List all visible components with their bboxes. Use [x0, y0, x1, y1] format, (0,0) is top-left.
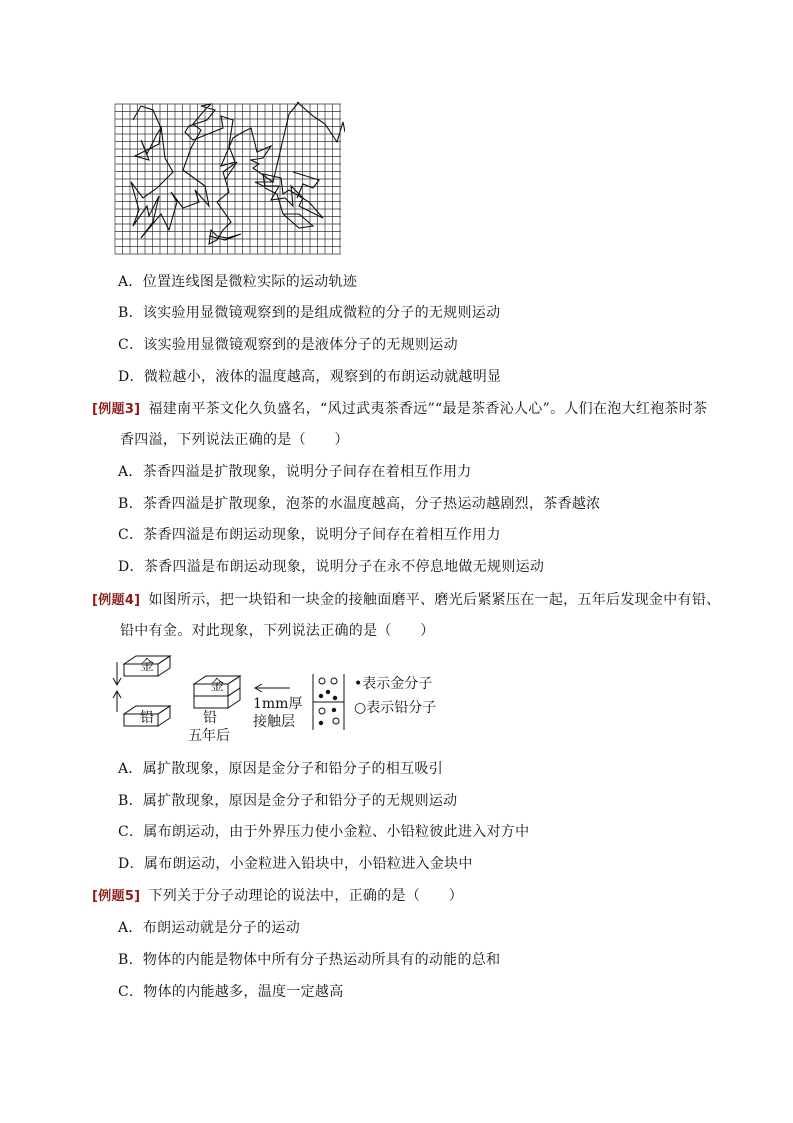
q3-tag: [例题3]: [92, 402, 141, 417]
brownian-motion-figure: [113, 102, 345, 258]
q4-stem-line1: [92, 591, 720, 610]
q4-tag: [例题4]: [92, 593, 141, 608]
legend-gold-molecule: •表示金分子: [354, 676, 433, 692]
q2-option-c: C．该实验用显微镜观察到的是液体分子的无规则运动: [118, 337, 458, 353]
thickness-label: 1mm厚: [253, 696, 303, 712]
gold-block-label: 金: [140, 658, 154, 674]
legend-lead-molecule: ○表示铅分子: [354, 700, 437, 716]
q2-option-b: B．该实验用显微镜观察到的是组成微粒的分子的无规则运动: [118, 305, 501, 321]
q5-stem-text1: 下列关于分子动理论的说法中，正确的是（ ）: [148, 888, 464, 904]
q5-option-a: A．布朗运动就是分子的运动: [118, 920, 301, 936]
contact-layer-label: 接触层: [253, 714, 295, 730]
q5-option-b: B．物体的内能是物体中所有分子热运动所具有的动能的总和: [118, 952, 501, 968]
q3-option-c: C．茶香四溢是布朗运动现象，说明分子间存在着相互作用力: [118, 527, 501, 543]
q4-option-b: B．属扩散现象，原因是金分子和铅分子的无规则运动: [118, 793, 458, 809]
combined-gold-label: 金: [210, 678, 224, 694]
q5-tag: [例题5]: [92, 889, 141, 904]
gold-lead-figure: [110, 650, 450, 750]
q2-option-a: A．位置连线图是微粒实际的运动轨迹: [118, 274, 358, 290]
q4-option-d: D．属布朗运动，小金粒进入铅块中，小铅粒进入金块中: [118, 856, 473, 872]
q4-option-c: C．属布朗运动，由于外界压力使小金粒、小铅粒彼此进入对方中: [118, 824, 530, 840]
q4-stem-line2: 铅中有金。对此现象，下列说法正确的是（ ）: [120, 623, 435, 639]
lead-block-label: 铅: [140, 710, 154, 726]
particle-path-3: [297, 102, 345, 142]
q4-option-a: A．属扩散现象，原因是金分子和铅分子的相互吸引: [118, 761, 444, 777]
q3-stem-line1: [92, 400, 707, 419]
q4-stem-text1: 如图所示，把一块铅和一块金的接触面磨平、磨光后紧紧压在一起，五年后发现金中有铅、: [148, 592, 721, 608]
q2-option-d: D．微粒越小，液体的温度越高，观察到的布朗运动就越明显: [118, 369, 502, 385]
q5-stem-line1: [92, 887, 463, 906]
q3-option-a: A．茶香四溢是扩散现象，说明分子间存在着相互作用力: [118, 464, 472, 480]
five-years-label: 五年后: [188, 728, 230, 744]
q3-stem-line2: 香四溢，下列说法正确的是（ ）: [120, 432, 349, 448]
q3-stem-text1: 福建南平茶文化久负盛名，“风过武夷茶香远”“最是茶香沁人心”。人们在泡大红袍茶时茶: [148, 401, 708, 417]
q5-option-c: C．物体的内能越多，温度一定越高: [118, 984, 344, 1000]
q3-option-d: D．茶香四溢是布朗运动现象，说明分子在永不停息地做无规则运动: [118, 559, 545, 575]
q3-option-b: B．茶香四溢是扩散现象，泡茶的水温度越高，分子热运动越剧烈，茶香越浓: [118, 496, 601, 512]
combined-lead-label: 铅: [203, 710, 217, 726]
